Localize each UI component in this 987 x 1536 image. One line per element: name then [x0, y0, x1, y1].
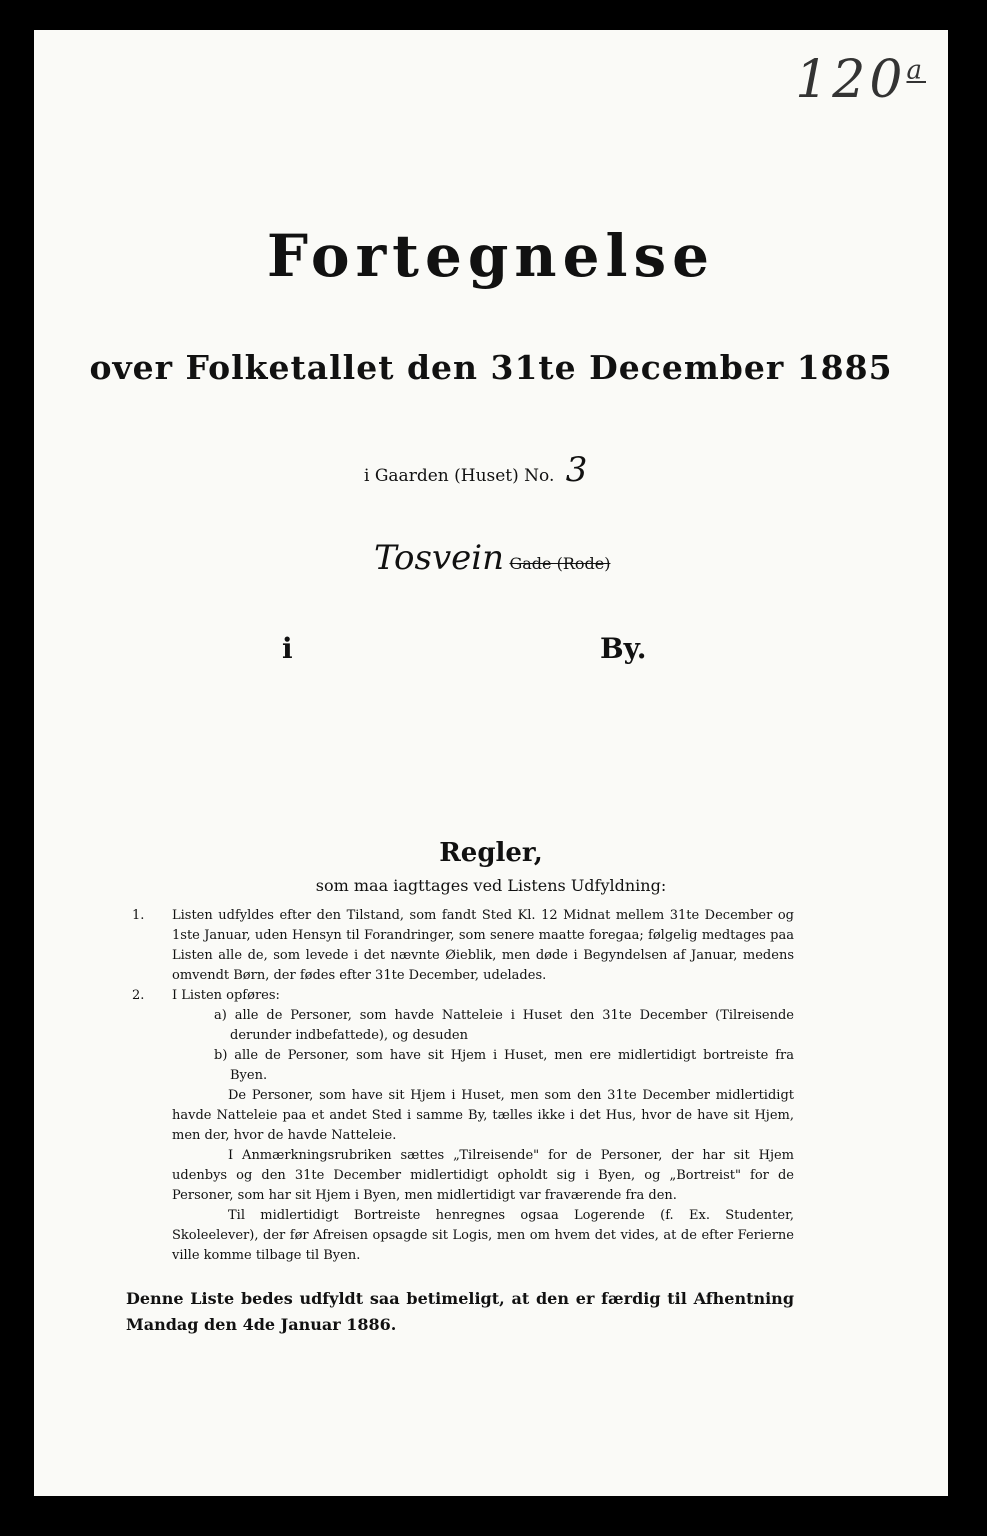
rule-2: [132, 986, 794, 1006]
street-line: [374, 538, 610, 578]
rules-heading: Regler,: [439, 838, 543, 868]
address-line: [364, 450, 587, 490]
document-subtitle: over Folketallet den 31te December 1885: [89, 348, 893, 387]
house-number: 3: [565, 450, 588, 490]
street-suffix: Gade (Rode): [509, 554, 611, 573]
rule-2-intro: I Listen opføres:: [172, 988, 280, 1003]
census-form-page: [34, 30, 948, 1496]
town-suffix: By.: [600, 632, 647, 665]
rule-2-number: 2.: [132, 988, 145, 1003]
rule-1-number: 1.: [132, 908, 145, 923]
page-number-suffix: a: [906, 55, 926, 86]
address-prefix: i Gaarden (Huset) No.: [364, 466, 555, 486]
street-name: Tosvein: [374, 538, 505, 578]
page-number: 120: [795, 50, 907, 110]
rule-2-paragraph-3: Til midlertidigt Bortreiste henregnes ogsaa Logerende (f. Ex. Studenter, Skoleelever), der før Afreisen opsagde sit Logis, men om hvem det vides, at de efter Ferierne ville komme tilbage til Byen.: [172, 1208, 794, 1263]
rule-1-text: Listen udfyldes efter den Tilstand, som fandt Sted Kl. 12 Midnat mellem 31te December og 1ste Januar, uden Hensyn til Forandringer, som senere maatte foregaa; følgelig medtages paa Listen alle de, som levede i det nævnte Øieblik, men døde i Begyndelsen af Januar, medens omvendt Børn, der fødes efter 31te December, udelades.: [172, 908, 794, 983]
rule-1: [132, 906, 794, 986]
rule-2a: a) alle de Personer, som havde Natteleie i Huset den 31te December (Tilreisende derunder indbefattede), og desuden: [214, 1008, 794, 1043]
town-prefix: i: [282, 632, 293, 665]
rules-list: [132, 906, 794, 1266]
rule-2-paragraph-2: I Anmærkningsrubriken sættes „Tilreisende" for de Personer, der har sit Hjem udenbys og den 31te December midlertidigt opholdt sig i Byen, og „Bortreist" for de Personer, som har sit Hjem i Byen, men midlertidigt var fraværende fra den.: [172, 1148, 794, 1203]
document-title: Fortegnelse: [266, 222, 716, 290]
rule-2b: b) alle de Personer, som have sit Hjem i Huset, men ere midlertidigt bortreiste fra Byen.: [214, 1048, 794, 1083]
footer-note: Denne Liste bedes udfyldt saa betimeligt, at den er færdig til Afhentning Mandag den 4de Januar 1886.: [126, 1289, 794, 1334]
rule-2-paragraph-1: De Personer, som have sit Hjem i Huset, men som den 31te December midlertidigt havde Natteleie paa et andet Sted i samme By, tælles ikke i det Hus, hvor de have sit Hjem, men der, hvor de havde Natteleie.: [172, 1088, 794, 1143]
page-number-annotation: [795, 50, 926, 110]
rules-subheading: som maa iagttages ved Listens Udfyldning:: [315, 876, 667, 895]
